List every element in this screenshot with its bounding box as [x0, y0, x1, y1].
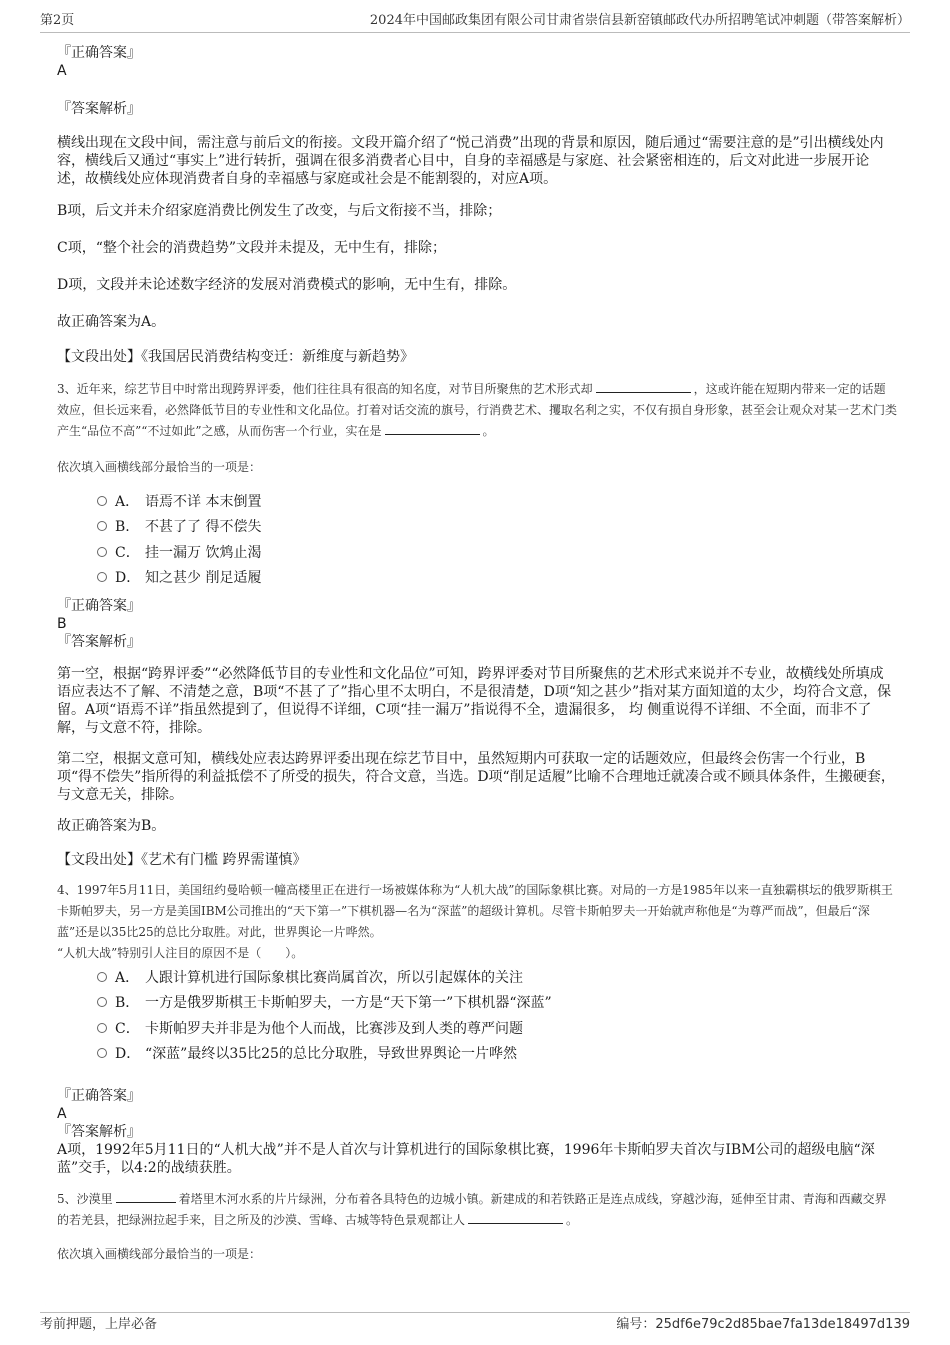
option-text: 语焉不详 本末倒置 [145, 494, 262, 510]
footer-slogan: 考前押题，上岸必备 [40, 1317, 158, 1332]
page-number: 第2页 [40, 13, 75, 28]
q3-option-c[interactable] [97, 541, 897, 566]
option-text: 不甚了了 得不偿失 [145, 519, 262, 536]
q3-analysis-para: 第一空，根据“跨界评委”“必然降低节目的专业性和文化品位”可知，跨界评委对节目所聚焦的艺术形式来说并不专业，故横线处所填成语应表达不了解、不清楚之意，B项“不甚了了”指心里不太明白，不是很清楚，D项“知之甚少”指对某方面知道的太少，均符合文意，保留。A项“语焉不详”指虽然提到了，但说得不详细，C项“挂一漏万”指说得不全，遗漏很多， 均 侧重说得不详细、不全面，而非不了解，与文意不符，排除。 [57, 666, 892, 737]
radio-icon[interactable] [97, 572, 107, 582]
footer-id-label: 编号： [616, 1317, 656, 1332]
blank-line [116, 1189, 176, 1203]
option-text: 知之甚少 削足适履 [145, 569, 262, 586]
option-key: D． [115, 1046, 141, 1063]
q3-option-a[interactable] [97, 490, 897, 515]
analysis-label: 『答案解析』 [57, 101, 141, 117]
q2-analysis-para: B项，后文并未介绍家庭消费比例发生了改变，与后文衔接不当，排除； [57, 203, 502, 219]
q3-source: 【文段出处】《艺术有门槛 跨界需谨慎》 [57, 852, 307, 869]
radio-icon[interactable] [97, 997, 107, 1007]
option-text: 人跟计算机进行国际象棋比赛尚属首次，所以引起媒体的关注 [145, 970, 523, 987]
q2-answer: A [57, 63, 67, 79]
footer-id-code: 25df6e79c2d85bae7fa13de18497d139 [655, 1317, 910, 1332]
option-key: A． [115, 494, 140, 510]
q3-option-b[interactable] [97, 515, 897, 540]
radio-icon[interactable] [97, 972, 107, 982]
radio-icon[interactable] [97, 1048, 107, 1058]
q3-prompt: 依次填入画横线部分最恰当的一项是： [57, 460, 262, 474]
q4-analysis-para: A项，1992年5月11日的“人机大战”并不是人首次与计算机进行的国际象棋比赛，1996年卡斯帕罗夫首次与IBM公司的超级电脑“深蓝”交手，以4:2的战绩获胜。 [57, 1142, 875, 1177]
q4-text: 4、1997年5月11日，美国纽约曼哈顿一幢高楼里正在进行一场被媒体称为“人机大战”的国际象棋比赛。对局的一方是1985年以来一直独霸棋坛的俄罗斯棋王卡斯帕罗夫，另一方是美国IBM公司推出的“天下第一”下棋机器—名为“深蓝”的超级计算机。尽管卡斯帕罗夫一开始就声称他是“为尊严而战”，但最后“深蓝”还是以35比25的总比分取胜。对此，世界舆论一片哗然。 [57, 883, 893, 940]
q3-option-d[interactable] [97, 566, 897, 591]
q2-analysis-para: D项，文段并未论述数字经济的发展对消费模式的影响，无中生有，排除。 [57, 277, 517, 293]
q5-prompt: 依次填入画横线部分最恰当的一项是： [57, 1247, 262, 1262]
q3-analysis-para: 故正确答案为B。 [57, 818, 166, 835]
q5-text [57, 1189, 897, 1231]
analysis-label: 『答案解析』 [57, 1124, 141, 1141]
q3-text [57, 379, 897, 442]
q4-stem: “人机大战”特别引人注目的原因不是（ ）。 [57, 946, 304, 961]
q4-options [97, 966, 897, 1067]
radio-icon[interactable] [97, 1023, 107, 1033]
q4-option-d[interactable] [97, 1042, 897, 1067]
radio-icon[interactable] [97, 521, 107, 531]
q4-answer: A [57, 1106, 67, 1123]
option-text: 挂一漏万 饮鸩止渴 [145, 544, 262, 561]
answer-label: 『正确答案』 [57, 598, 141, 615]
option-text: 卡斯帕罗夫并非是为他个人而战，比赛涉及到人类的尊严问题 [145, 1020, 523, 1037]
document-body [57, 44, 897, 1263]
q3-analysis-para: 第二空，根据文意可知，横线处应表达跨界评委出现在综艺节目中，虽然短期内可获取一定的话题效应，但最终会伤害一个行业，B项“得不偿失”指所得的利益抵偿不了所受的损失，符合文意，当选。D项“削足适履”比喻不合理地迁就凑合或不顾具体条件，生搬硬套，与文意无关，排除。 [57, 751, 895, 804]
q3-answer: B [57, 616, 67, 633]
option-key: C． [115, 1020, 140, 1037]
page-footer [40, 1312, 910, 1337]
blank-line [385, 421, 480, 435]
page-header [40, 10, 910, 33]
answer-label: 『正确答案』 [57, 45, 141, 61]
option-key: B． [115, 995, 140, 1012]
answer-label: 『正确答案』 [57, 1088, 141, 1105]
option-text: “深蓝”最终以35比25的总比分取胜，导致世界舆论一片哗然 [145, 1046, 517, 1063]
q3-text-part: 。 [482, 424, 495, 438]
option-key: D． [115, 569, 141, 586]
radio-icon[interactable] [97, 547, 107, 557]
q2-analysis-para: C项，“整个社会的消费趋势”文段并未提及，无中生有，排除； [57, 240, 447, 256]
q4-option-b[interactable] [97, 991, 897, 1016]
document-title: 2024年中国邮政集团有限公司甘肃省崇信县新窑镇邮政代办所招聘笔试冲刺题（带答案解析） [369, 13, 910, 28]
option-key: B. [115, 519, 130, 536]
option-key: C． [115, 544, 140, 561]
q2-analysis-para: 横线出现在文段中间，需注意与前后文的衔接。文段开篇介绍了“悦己消费”出现的背景和原因，随后通过“需要注意的是”引出横线处内容，横线后又通过“事实上”进行转折，强调在很多消费者心目中，自身的幸福感是与家庭、社会紧密相连的，后文对此进一步展开论述，故横线处应体现消费者自身的幸福感与家庭或社会是不能割裂的，对应A项。 [57, 135, 884, 187]
q3-text-part: ，这或许能在短期内带来一定的话题效应，但长远来看，必然降低节目的专业性和文化品位。打着对话交流的旗号，行消费艺术、攫取名利之实，不仅有损自身形象，甚至会让观众对某一艺术门类产生“品位不高”“不过如此”之感，从而伤害一个行业，实在是 [57, 382, 898, 438]
q2-analysis-para: 故正确答案为A。 [57, 314, 166, 330]
q5-text-part: 。 [566, 1213, 579, 1228]
q3-text-part: 3、近年来，综艺节目中时常出现跨界评委，他们往往具有很高的知名度，对节目所聚焦的艺术形式却 [57, 382, 593, 396]
analysis-label: 『答案解析』 [57, 634, 141, 651]
q2-source: 【文段出处】《我国居民消费结构变迁：新维度与新趋势》 [57, 349, 414, 365]
radio-icon[interactable] [97, 496, 107, 506]
option-key: A． [115, 970, 140, 987]
q5-text-part: 5、沙漠里 [57, 1192, 113, 1207]
q4-option-c[interactable] [97, 1017, 897, 1042]
footer-id [616, 1313, 910, 1337]
q4-option-a[interactable] [97, 966, 897, 991]
blank-line [468, 1210, 563, 1224]
q3-options [97, 490, 897, 591]
blank-line [596, 379, 691, 393]
option-text: 一方是俄罗斯棋王卡斯帕罗夫，一方是“天下第一”下棋机器“深蓝” [145, 995, 552, 1012]
q5-text-part: 着塔里木河水系的片片绿洲，分布着各具特色的边城小镇。新建成的和若铁路正是连点成线，穿越沙海，延伸至甘肃、青海和西藏交界的若羌县，把绿洲拉起手来，目之所及的沙漠、雪峰、古城等特色景观都让人 [57, 1192, 887, 1228]
